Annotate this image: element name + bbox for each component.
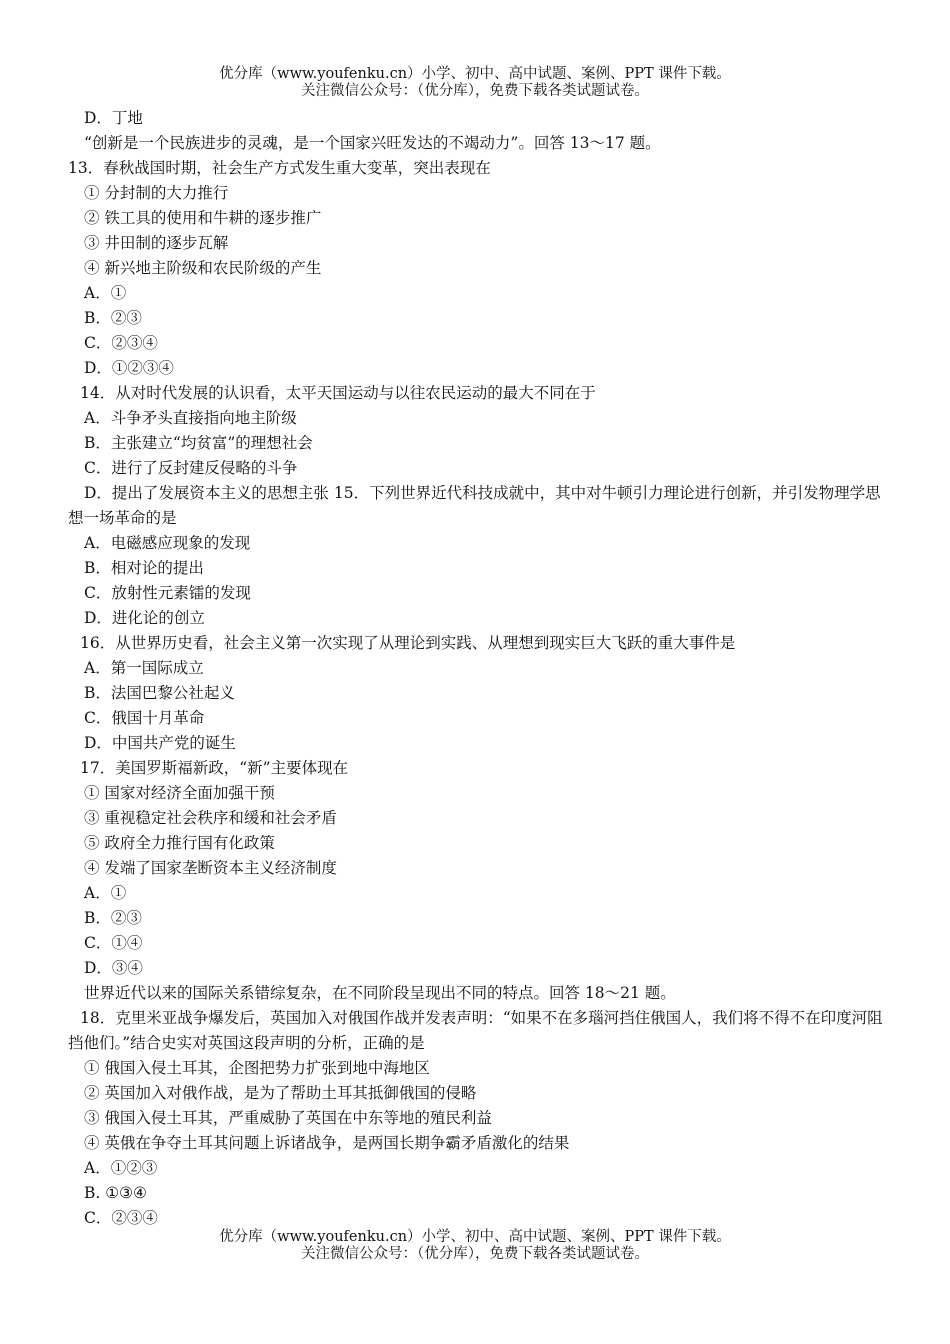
footer-line-1: 优分库（www.youfenku.cn）小学、初中、高中试题、案例、PPT 课件下载。 (219, 1229, 731, 1245)
q13-item-4: ④ 新兴地主阶级和农民阶级的产生 (84, 259, 322, 277)
q16-option-c: C．俄国十月革命 (84, 709, 205, 727)
q15-option-c: C．放射性元素镭的发现 (84, 584, 251, 602)
q18-option-c: C．②③④ (84, 1209, 158, 1227)
q16-option-b: B．法国巴黎公社起义 (84, 684, 235, 702)
q13-option-c: C．②③④ (84, 334, 158, 352)
intro-13-17: “创新是一个民族进步的灵魂，是一个国家兴旺发达的不竭动力”。回答 13～17 题。 (84, 134, 661, 152)
q18-item-4: ④ 英俄在争夺土耳其问题上诉诸战争，是两国长期争霸矛盾激化的结果 (84, 1134, 570, 1152)
q17-item-2: ③ 重视稳定社会秩序和缓和社会矛盾 (84, 809, 337, 827)
q17-item-4: ④ 发端了国家垄断资本主义经济制度 (84, 859, 337, 877)
q14-option-b: B．主张建立“均贫富”的理想社会 (84, 434, 313, 452)
footer-banner (0, 1229, 950, 1263)
q13-item-1: ① 分封制的大力推行 (84, 184, 229, 202)
footer-line-2: 关注微信公众号：（优分库），免费下载各类试题试卷。 (301, 1246, 649, 1262)
q13-stem: 13．春秋战国时期，社会生产方式发生重大变革，突出表现在 (68, 159, 491, 177)
q18-item-1: ① 俄国入侵土耳其，企图把势力扩张到地中海地区 (84, 1059, 430, 1077)
intro-18-21: 世界近代以来的国际关系错综复杂，在不同阶段呈现出不同的特点。回答 18～21 题。 (84, 984, 676, 1002)
q17-stem: 17．美国罗斯福新政，“新”主要体现在 (80, 759, 349, 777)
q13-option-d: D．①②③④ (84, 359, 174, 377)
q18-option-a: A．①②③ (84, 1159, 158, 1177)
header-line-1: 优分库（www.youfenku.cn）小学、初中、高中试题、案例、PPT 课件下载。 (219, 66, 731, 82)
q15-option-b: B．相对论的提出 (84, 559, 204, 577)
q17-item-3: ⑤ 政府全力推行国有化政策 (84, 834, 275, 852)
q18-stem: 18．克里米亚战争爆发后，英国加入对俄国作战并发表声明：“如果不在多瑙河挡住俄国人，我们将不得不在印度河阻挡他们。”结合史实对英国这段声明的分析，正确的是 (68, 1009, 883, 1052)
document-body (68, 106, 883, 1231)
q14-stem: 14．从对时代发展的认识看，太平天国运动与以往农民运动的最大不同在于 (80, 384, 596, 402)
q17-option-d: D．③④ (84, 959, 143, 977)
q13-option-a: A．① (84, 284, 127, 302)
q16-option-a: A．第一国际成立 (84, 659, 204, 677)
q15-option-d: D．进化论的创立 (84, 609, 205, 627)
prev-question-option-d: D．丁地 (84, 109, 143, 127)
q16-stem: 16．从世界历史看，社会主义第一次实现了从理论到实践、从理想到现实巨大飞跃的重大事件是 (80, 634, 736, 652)
q18-item-3: ③ 俄国入侵土耳其，严重威胁了英国在中东等地的殖民利益 (84, 1109, 492, 1127)
q17-option-a: A．① (84, 884, 127, 902)
q14-option-a: A．斗争矛头直接指向地主阶级 (84, 409, 297, 427)
q14-option-c: C．进行了反封建反侵略的斗争 (84, 459, 298, 477)
q18-option-b: B. ①③④ (84, 1184, 147, 1202)
q16-option-d: D．中国共产党的诞生 (84, 734, 236, 752)
q15-option-a: A．电磁感应现象的发现 (84, 534, 251, 552)
q13-option-b: B．②③ (84, 309, 142, 327)
q17-item-1: ① 国家对经济全面加强干预 (84, 784, 275, 802)
q13-item-3: ③ 井田制的逐步瓦解 (84, 234, 229, 252)
q17-option-b: B．②③ (84, 909, 142, 927)
header-line-2: 关注微信公众号：（优分库），免费下载各类试题试卷。 (301, 83, 649, 99)
q17-option-c: C．①④ (84, 934, 143, 952)
q14-option-d-and-q15-stem: D．提出了发展资本主义的思想主张 15．下列世界近代科技成就中，其中对牛顿引力理论进行创新，并引发物理学思想一场革命的是 (68, 484, 881, 527)
header-banner (0, 66, 950, 100)
q18-item-2: ② 英国加入对俄作战，是为了帮助土耳其抵御俄国的侵略 (84, 1084, 477, 1102)
q13-item-2: ② 铁工具的使用和牛耕的逐步推广 (84, 209, 322, 227)
